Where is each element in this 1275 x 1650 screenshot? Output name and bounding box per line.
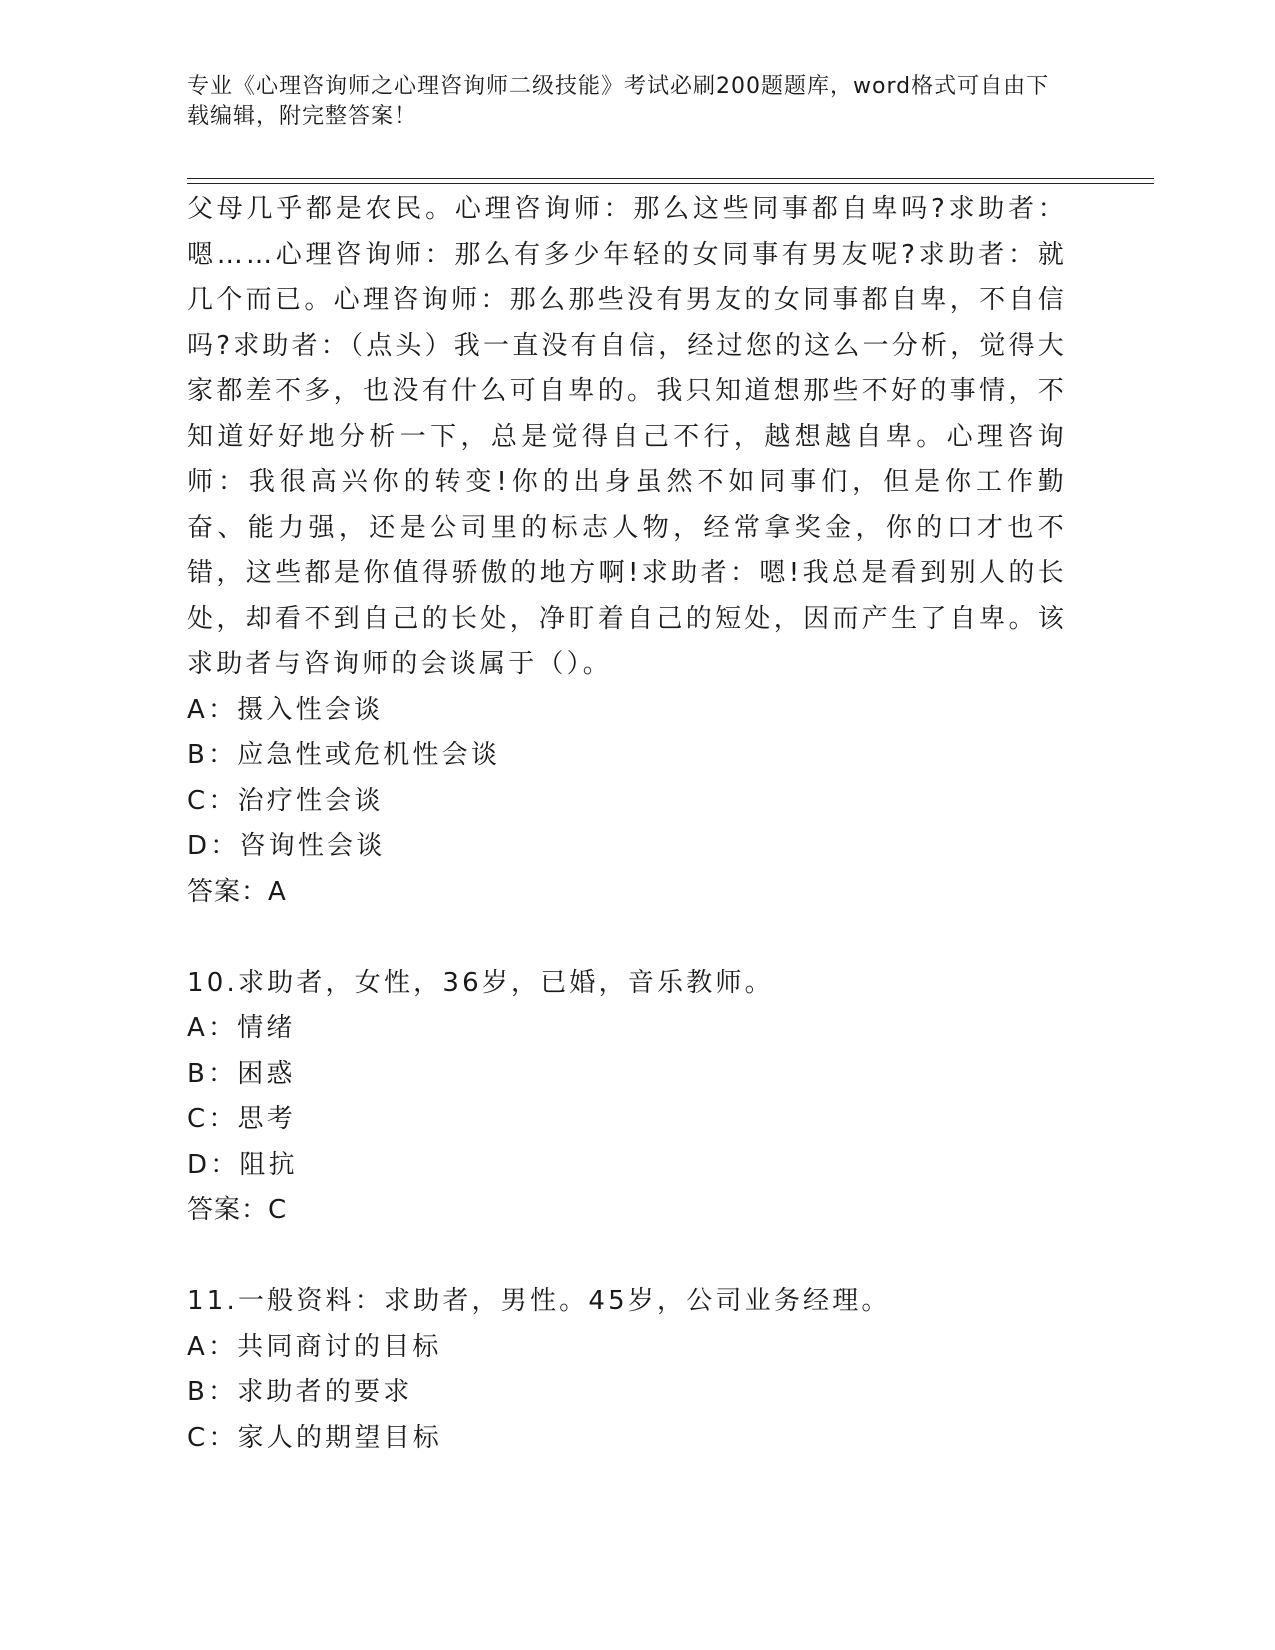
question-10-stem: 10.求助者，女性，36岁，已婚，音乐教师。 (187, 967, 774, 998)
spacer (187, 1234, 1067, 1280)
question-9-answer: 答案：A (187, 876, 287, 907)
question-9-option-a: A：摄入性会谈 (187, 694, 384, 725)
question-9-option-c: C：治疗性会谈 (187, 785, 384, 816)
question-11-option-b: B：求助者的要求 (187, 1377, 413, 1407)
question-9-option-d: D：咨询性会谈 (187, 831, 386, 861)
spacer (187, 915, 1067, 961)
header-double-rule (187, 178, 1154, 184)
question-10-option-b: B：困惑 (187, 1058, 296, 1089)
question-11-option-c: C：家人的期望目标 (187, 1422, 442, 1453)
question-10-option-d: D：阻抗 (187, 1149, 298, 1180)
question-9-option-b: B：应急性或危机性会谈 (187, 740, 501, 770)
question-10-option-a: A：情绪 (187, 1013, 296, 1043)
question-11-option-a: A：共同商讨的目标 (187, 1331, 442, 1362)
question-9-passage: 父母几乎都是农民。心理咨询师：那么这些同事都自卑吗?求助者：嗯……心理咨询师：那么有多少年轻的女同事有男友呢?求助者：就几个而已。心理咨询师：那么那些没有男友的女同事都自卑，不自信吗?求助者：（点头）我一直没有自信，经过您的这么一分析，觉得大家都差不多，也没有什么可自卑的。我只知道想那些不好的事情，不知道好好地分析一下，总是觉得自己不行，越想越自卑。心理咨询师：我很高兴你的转变!你的出身虽然不如同事们，但是你工作勤奋、能力强，还是公司里的标志人物，经常拿奖金，你的口才也不错，这些都是你值得骄傲的地方啊!求助者：嗯!我总是看到别人的长处，却看不到自己的长处，净盯着自己的短处，因而产生了自卑。该求助者与咨询师的会谈属于（）。 (187, 194, 1068, 679)
document-header: 专业《心理咨询师之心理咨询师二级技能》考试必刷200题题库，word格式可自由下载编辑，附完整答案！ (187, 74, 1050, 129)
question-10-answer: 答案：C (187, 1195, 288, 1225)
question-10-option-c: C：思考 (187, 1104, 296, 1134)
document-body (187, 187, 1067, 1461)
question-11-stem: 11.一般资料：求助者，男性。45岁，公司业务经理。 (187, 1286, 891, 1316)
